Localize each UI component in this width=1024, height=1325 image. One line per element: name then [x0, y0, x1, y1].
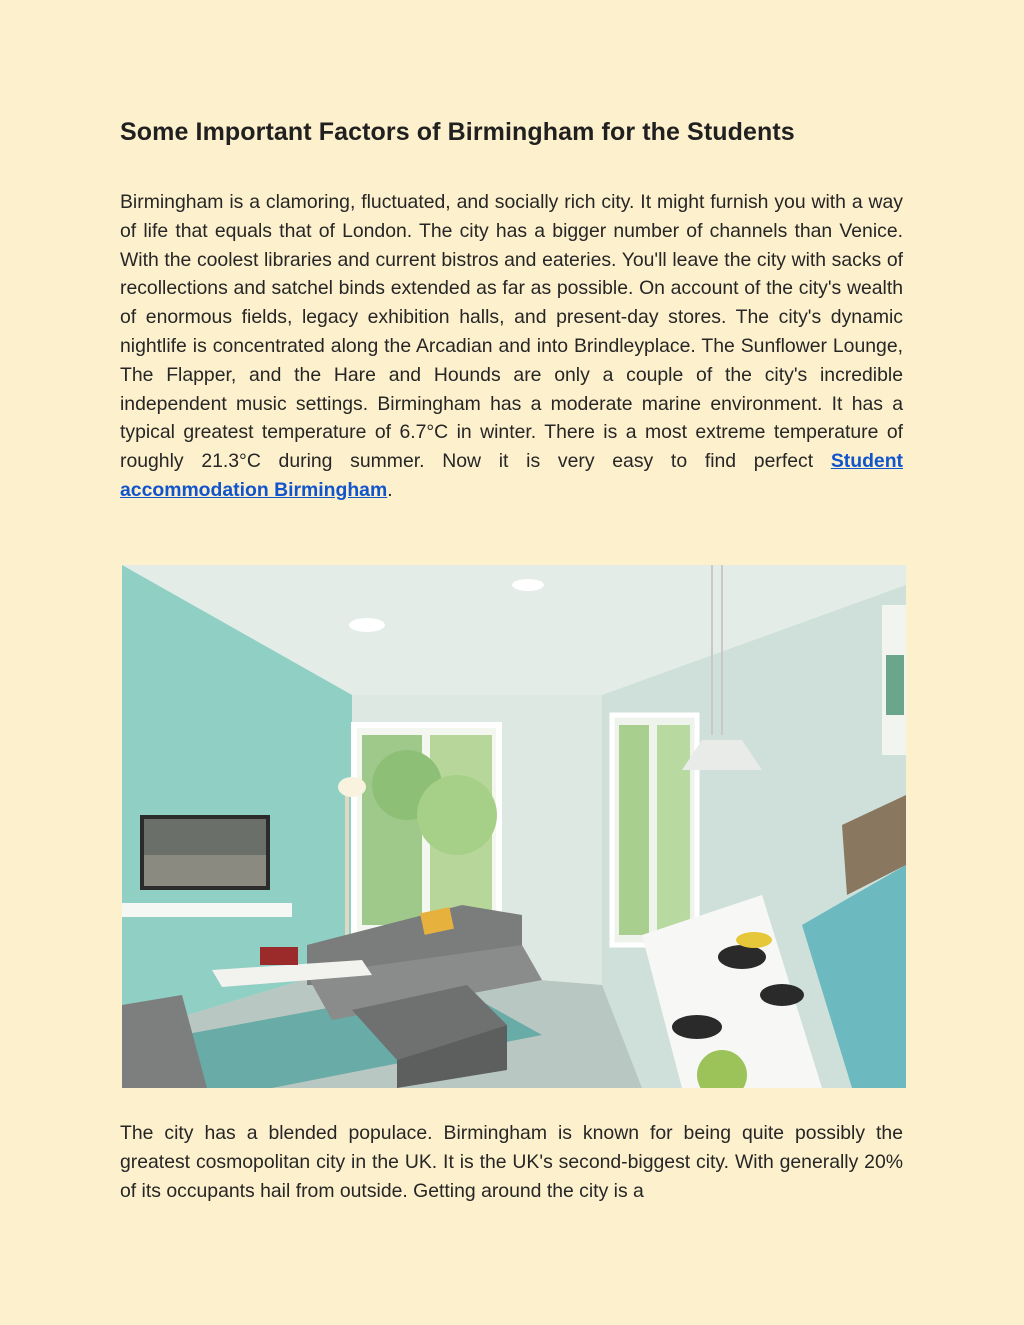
- student-apartment-photo: [122, 565, 906, 1088]
- paragraph-1-end: .: [387, 478, 393, 501]
- article-paragraph-1: [120, 188, 903, 505]
- student-accommodation-link[interactable]: Student accommodation Birmingham: [120, 450, 903, 501]
- article-paragraph-2: The city has a blended populace. Birmingham is known for being quite possibly the greatest cosmopolitan city in the UK. It is the UK's second-biggest city. With generally 20% of its occupants hail from outside. Getting around the city is a: [120, 1122, 903, 1202]
- article-title: Some Important Factors of Birmingham for the Students: [120, 118, 795, 146]
- paragraph-1-text: Birmingham is a clamoring, fluctuated, and socially rich city. It might furnish you with a way of life that equals that of London. The city has a bigger number of channels than Venice. With the coolest libraries and current bistros and eateries. You'll leave the city with sacks of recollections and satchel binds extended as far as possible. On account of the city's wealth of enormous fields, legacy exhibition halls, and present-day stores. The city's dynamic nightlife is concentrated along the Arcadian and into Brindleyplace. The Sunflower Lounge, The Flapper, and the Hare and Hounds are only a couple of the city's incredible independent music settings. Birmingham has a moderate marine environment. It has a typical greatest temperature of 6.7°C in winter. There is a most extreme temperature of roughly 21.3°C during summer. Now it is very easy to find perfect: [120, 191, 903, 473]
